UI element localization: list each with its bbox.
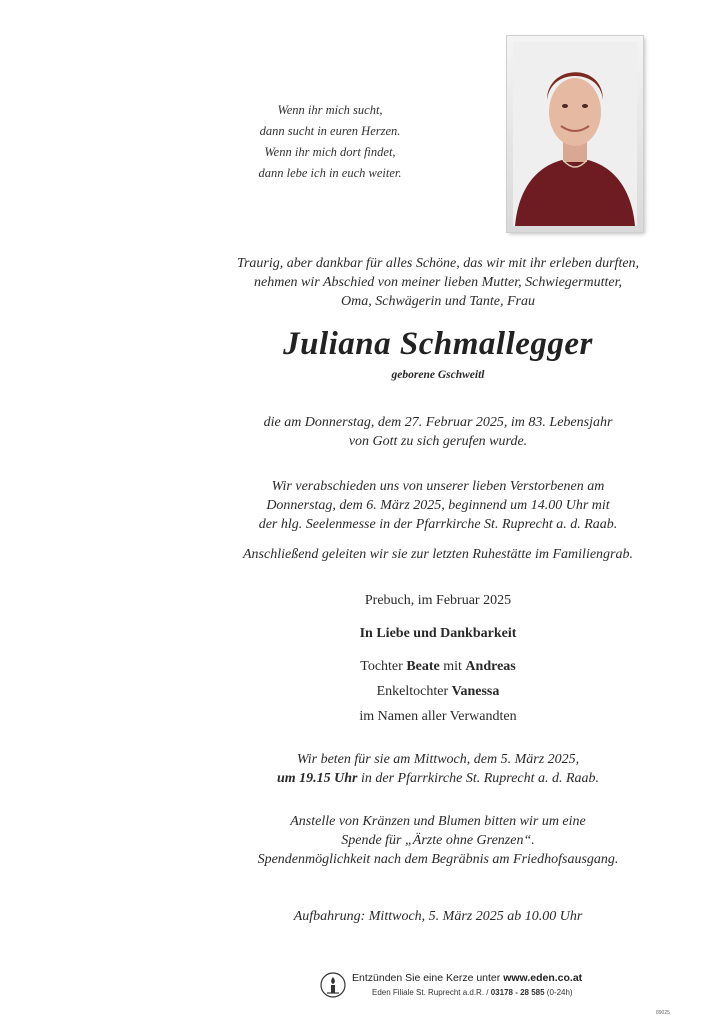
donation-line: Anstelle von Kränzen und Blumen bitten wir um eine (290, 814, 586, 829)
branch-info (372, 988, 573, 997)
son-in-law-name: Andreas (465, 659, 516, 674)
place-date-line: Prebuch, im Februar 2025 (364, 593, 512, 608)
viewing-line: Aufbahrung: Mittwoch, 5. März 2025 ab 10.00 Uhr (293, 909, 583, 924)
poem-line: Wenn ihr mich dort findet, (264, 145, 396, 159)
intro-text (180, 254, 696, 311)
granddaughter-name: Vanessa (451, 684, 500, 699)
funeral-notice (180, 477, 696, 534)
death-notice (180, 413, 696, 451)
poem-line: Wenn ihr mich sucht, (277, 103, 383, 117)
funeral-line: Wir verabschieden uns von unserer lieben Verstorbenen am (271, 479, 605, 494)
place-date (180, 591, 696, 610)
mourners-heading: In Liebe und Dankbarkeit (359, 626, 517, 641)
donation-notice (180, 812, 696, 869)
prayer-line: Wir beten für sie am Mittwoch, dem 5. März 2025, (296, 752, 580, 767)
mourners (180, 624, 696, 726)
document-code: 89025 (656, 1010, 670, 1016)
footer (320, 970, 583, 1006)
daughter-name: Beate (406, 659, 440, 674)
mourners-daughter (180, 657, 696, 676)
poem (240, 100, 420, 184)
intro-line: Traurig, aber dankbar für alles Schöne, das wir mit ihr erleben durften, (236, 256, 640, 271)
mourners-granddaughter (180, 682, 696, 701)
candle-icon (320, 972, 346, 998)
death-notice-line: von Gott zu sich gerufen wurde. (348, 434, 528, 449)
prayer-time: um 19.15 Uhr (276, 771, 358, 786)
funeral-line: Donnerstag, dem 6. März 2025, beginnend um 14.00 Uhr mit (266, 498, 610, 513)
candle-text: Entzünden Sie eine Kerze unter (352, 972, 501, 984)
prayer-line (180, 769, 696, 788)
poem-line: dann sucht in euren Herzen. (259, 124, 401, 138)
branch-separator: / (484, 988, 491, 997)
prayer-notice (180, 750, 696, 788)
donation-line: Spende für „Ärzte ohne Grenzen“. (341, 833, 535, 848)
branch-hours: (0-24h) (546, 988, 573, 997)
daughter-prefix: Tochter (360, 659, 403, 674)
death-notice-line: die am Donnerstag, dem 27. Februar 2025, im 83. Lebensjahr (263, 415, 613, 430)
prayer-location: in der Pfarrkirche St. Ruprecht a. d. Raab. (360, 771, 600, 786)
daughter-joiner: mit (443, 659, 462, 674)
poem-line: dann lebe ich in euch weiter. (258, 166, 402, 180)
maiden-name: geborene Gschweitl (391, 369, 485, 381)
burial-notice (180, 545, 696, 564)
donation-line: Spendenmöglichkeit nach dem Begräbnis am Friedhofsausgang. (257, 852, 619, 867)
branch-phone: 03178 - 28 585 (490, 988, 545, 997)
funeral-line: der hlg. Seelenmesse in der Pfarrkirche St. Ruprecht a. d. Raab. (258, 517, 618, 532)
branch-name: Eden Filiale St. Ruprecht a.d.R. (372, 988, 485, 997)
candle-invitation (352, 972, 582, 984)
granddaughter-prefix: Enkeltochter (376, 684, 449, 699)
website-link[interactable]: www.eden.co.at (503, 972, 583, 984)
intro-line: Oma, Schwägerin und Tante, Frau (341, 294, 535, 309)
burial-line: Anschließend geleiten wir sie zur letzten Ruhestätte im Familiengrab. (243, 547, 633, 562)
portrait-frame (507, 36, 643, 232)
viewing-notice (180, 907, 696, 926)
portrait-photo (513, 42, 637, 226)
intro-line: nehmen wir Abschied von meiner lieben Mutter, Schwiegermutter, (254, 275, 622, 290)
mourners-relatives: im Namen aller Verwandten (359, 709, 517, 724)
deceased-name: Juliana Schmallegger (283, 326, 593, 362)
